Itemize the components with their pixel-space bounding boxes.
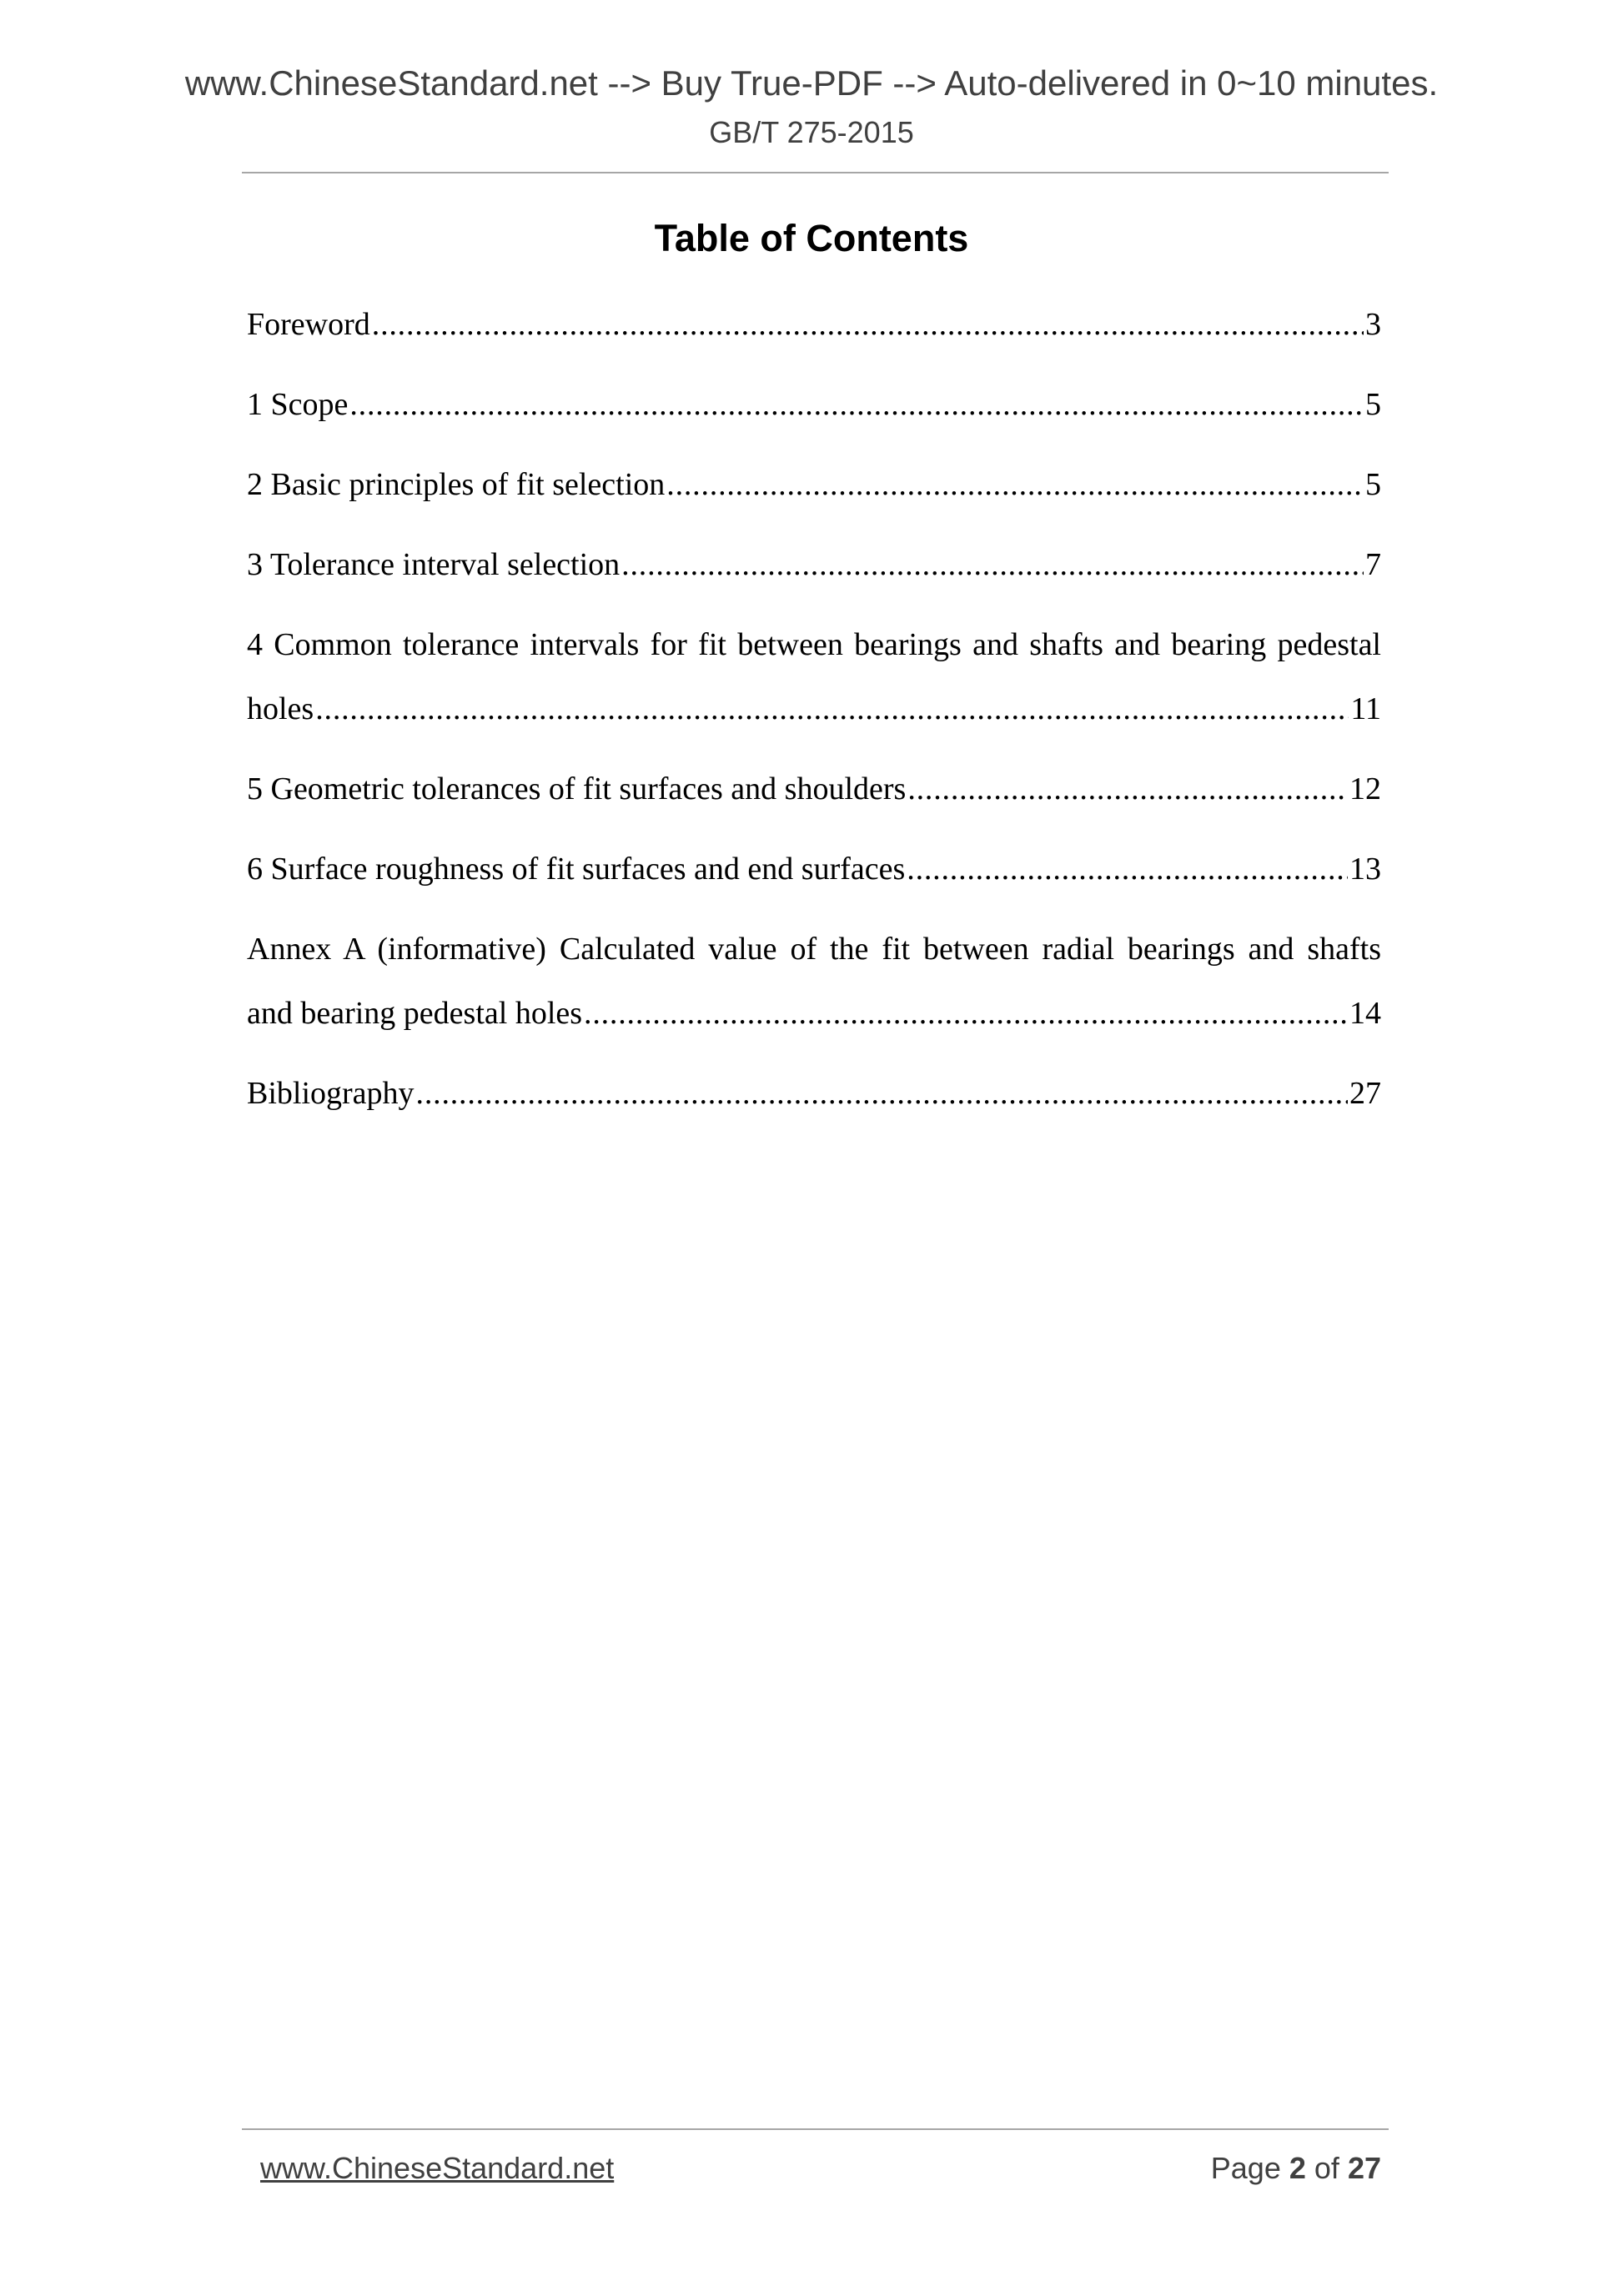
dot-leader bbox=[416, 1071, 1348, 1116]
toc-entry-page: 11 bbox=[1350, 691, 1381, 726]
current-page: 2 bbox=[1289, 2151, 1306, 2185]
dot-leader bbox=[349, 382, 1364, 427]
table-of-contents bbox=[247, 302, 1381, 1151]
dot-leader bbox=[666, 462, 1364, 507]
toc-entry-label: 5 Geometric tolerances of fit surfaces and shoulders bbox=[247, 771, 907, 806]
dot-leader bbox=[584, 991, 1348, 1036]
standard-number: GB/T 275-2015 bbox=[709, 115, 914, 149]
toc-entry-geometric-tolerances[interactable] bbox=[247, 766, 1381, 811]
toc-entry-surface-roughness[interactable] bbox=[247, 847, 1381, 892]
page-indicator bbox=[1211, 2150, 1381, 2187]
header-divider bbox=[242, 172, 1389, 173]
dot-leader bbox=[621, 542, 1364, 587]
toc-entry-page: 13 bbox=[1349, 852, 1381, 887]
toc-title: Table of Contents bbox=[654, 217, 969, 259]
toc-entry-page: 12 bbox=[1349, 771, 1381, 806]
toc-entry-label: 3 Tolerance interval selection bbox=[247, 547, 621, 582]
footer-website-link[interactable]: www.ChineseStandard.net bbox=[260, 2151, 615, 2185]
toc-entry-page: 3 bbox=[1365, 307, 1381, 342]
toc-entry-page: 5 bbox=[1365, 467, 1381, 502]
page-separator: of bbox=[1314, 2151, 1339, 2185]
toc-entry-label: Bibliography bbox=[247, 1076, 415, 1111]
dot-leader bbox=[315, 686, 1349, 731]
page-prefix: Page bbox=[1210, 2151, 1281, 2185]
toc-entry-label-line2: holes bbox=[247, 691, 314, 726]
toc-entry-page: 14 bbox=[1349, 996, 1381, 1031]
toc-entry-annex-a[interactable] bbox=[247, 927, 1381, 1036]
footer-divider bbox=[242, 2128, 1389, 2130]
dot-leader bbox=[907, 766, 1348, 811]
dot-leader bbox=[372, 302, 1364, 347]
toc-entry-tolerance-interval[interactable] bbox=[247, 542, 1381, 587]
toc-entry-label-line1: 4 Common tolerance intervals for fit between bearings and shafts and bearing pedestal bbox=[247, 627, 1381, 662]
toc-entry-scope[interactable] bbox=[247, 382, 1381, 427]
header-banner: www.ChineseStandard.net --> Buy True-PDF --> Auto-delivered in 0~10 minutes. bbox=[184, 63, 1439, 103]
toc-entry-label: 2 Basic principles of fit selection bbox=[247, 467, 666, 502]
dot-leader bbox=[907, 847, 1348, 892]
toc-entry-foreword[interactable] bbox=[247, 302, 1381, 347]
toc-entry-label-line2: and bearing pedestal holes bbox=[247, 996, 583, 1031]
toc-entry-label-line1: Annex A (informative) Calculated value of the fit between radial bearings and shafts bbox=[247, 932, 1381, 967]
toc-entry-label: 1 Scope bbox=[247, 387, 349, 422]
toc-entry-basic-principles[interactable] bbox=[247, 462, 1381, 507]
total-pages: 27 bbox=[1347, 2151, 1381, 2185]
toc-entry-page: 27 bbox=[1349, 1076, 1381, 1111]
toc-entry-label: Foreword bbox=[247, 307, 370, 342]
toc-entry-page: 5 bbox=[1365, 387, 1381, 422]
toc-entry-page: 7 bbox=[1365, 547, 1381, 582]
toc-entry-common-tolerance-intervals[interactable] bbox=[247, 622, 1381, 731]
toc-entry-bibliography[interactable] bbox=[247, 1071, 1381, 1116]
toc-entry-label: 6 Surface roughness of fit surfaces and end surfaces bbox=[247, 852, 906, 887]
